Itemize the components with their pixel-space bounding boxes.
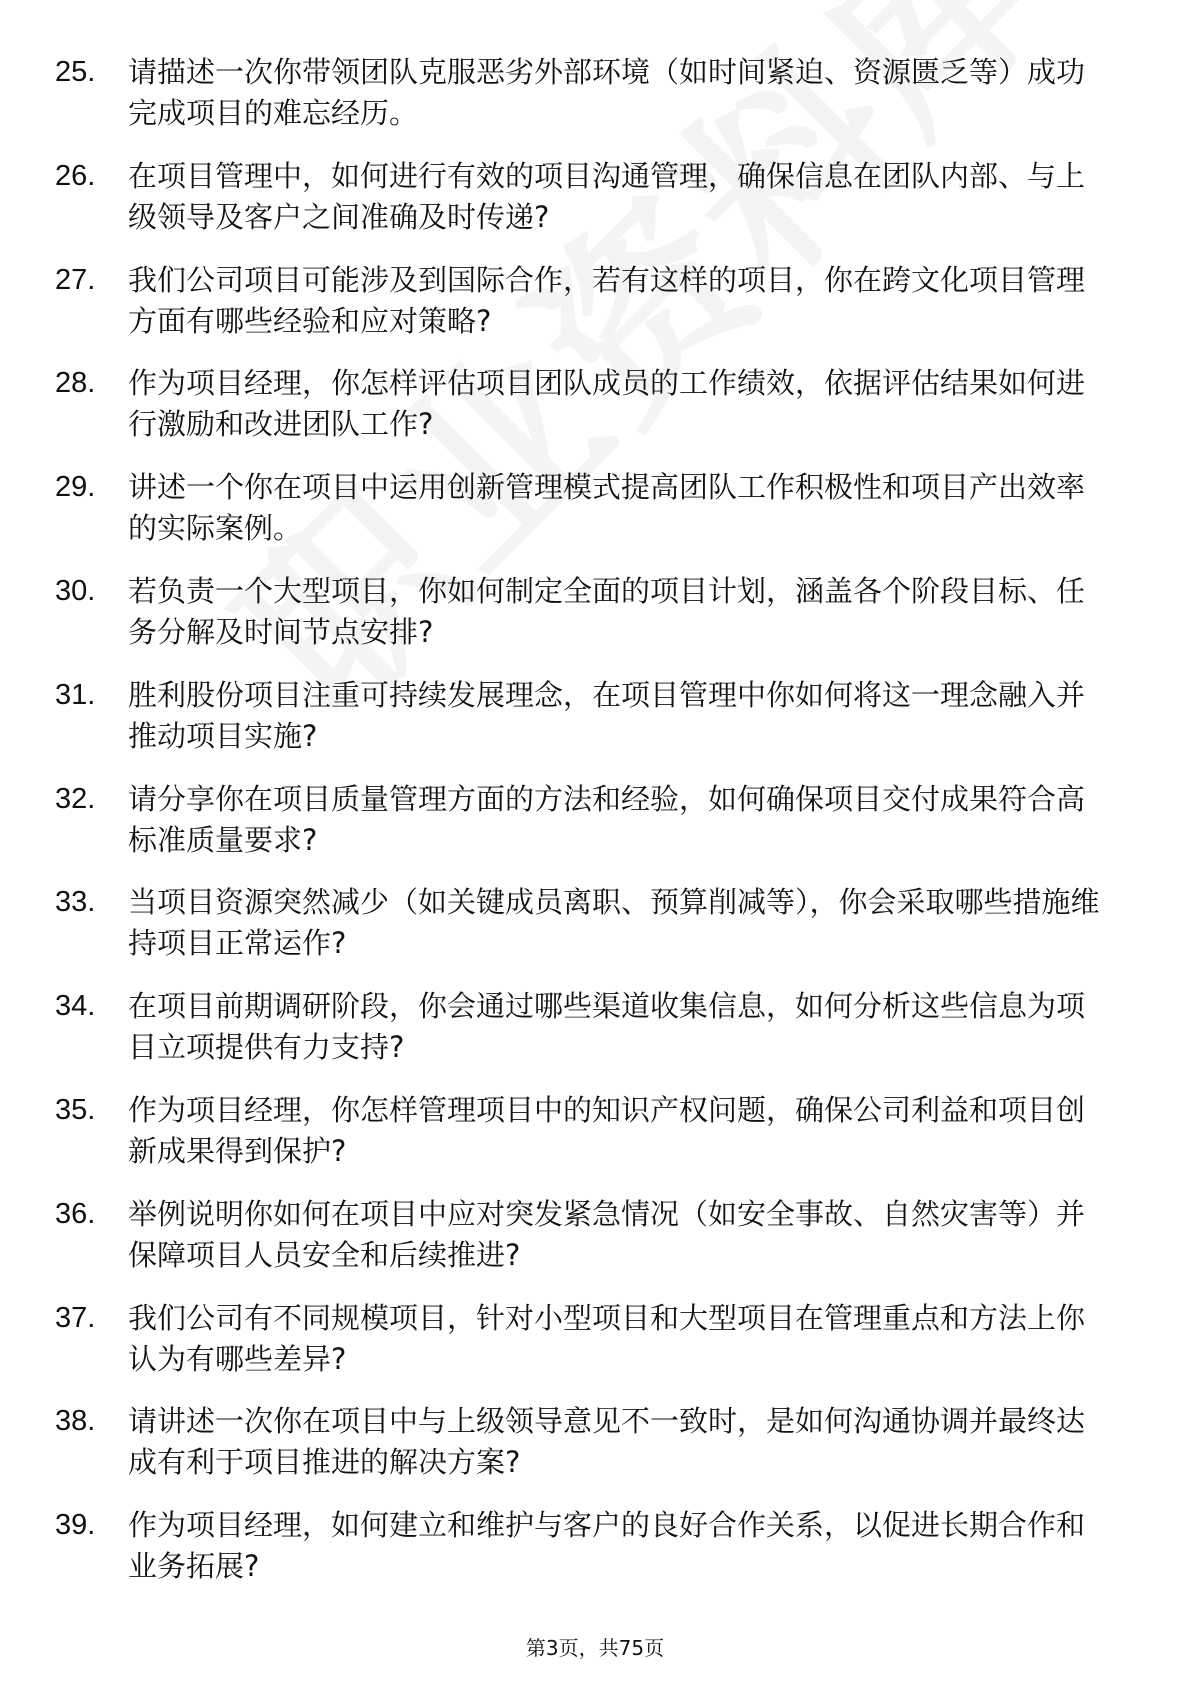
- question-number: 36.: [55, 1197, 96, 1230]
- question-number: 34.: [55, 990, 96, 1023]
- question-item: [55, 260, 1105, 342]
- question-number: 26.: [55, 159, 96, 192]
- question-item: [55, 779, 1105, 861]
- question-text: 讲述一个你在项目中运用创新管理模式提高团队工作积极性和项目产出效率的实际案例。: [128, 470, 1086, 546]
- question-item: [55, 363, 1105, 445]
- question-text: 胜利股份项目注重可持续发展理念，在项目管理中你如何将这一理念融入并推动项目实施?: [128, 677, 1086, 753]
- question-item: [55, 1298, 1105, 1380]
- question-text: 请描述一次你带领团队克服恶劣外部环境（如时间紧迫、资源匮乏等）成功完成项目的难忘经历。: [128, 55, 1086, 130]
- question-number: 35.: [55, 1093, 96, 1126]
- question-text: 作为项目经理，如何建立和维护与客户的良好合作关系，以促进长期合作和业务拓展?: [128, 1508, 1086, 1584]
- question-item: [55, 882, 1105, 964]
- question-item: [55, 467, 1105, 549]
- question-number: 30.: [55, 574, 96, 607]
- question-number: 38.: [55, 1405, 96, 1438]
- question-text: 作为项目经理，你怎样管理项目中的知识产权问题，确保公司利益和项目创新成果得到保护?: [128, 1092, 1086, 1168]
- question-text: 在项目管理中，如何进行有效的项目沟通管理，确保信息在团队内部、与上级领导及客户之间准确及时传递?: [128, 158, 1086, 234]
- question-number: 27.: [55, 263, 96, 296]
- question-number: 39.: [55, 1509, 96, 1542]
- question-number: 37.: [55, 1301, 96, 1334]
- question-item: [55, 571, 1105, 653]
- question-number: 28.: [55, 367, 96, 400]
- question-text: 请分享你在项目质量管理方面的方法和经验，如何确保项目交付成果符合高标准质量要求?: [128, 781, 1086, 857]
- question-item: [55, 1090, 1105, 1172]
- question-item: [55, 1401, 1105, 1483]
- question-item: [55, 986, 1105, 1068]
- question-item: [55, 1194, 1105, 1276]
- page-footer: 第3页，共75页: [525, 1636, 665, 1660]
- question-item: [55, 156, 1105, 238]
- question-item: [55, 52, 1105, 134]
- question-text: 在项目前期调研阶段，你会通过哪些渠道收集信息，如何分析这些信息为项目立项提供有力支持?: [128, 989, 1086, 1065]
- question-text: 我们公司有不同规模项目，针对小型项目和大型项目在管理重点和方法上你认为有哪些差异?: [128, 1300, 1086, 1376]
- question-text: 举例说明你如何在项目中应对突发紧急情况（如安全事故、自然灾害等）并保障项目人员安全和后续推进?: [128, 1196, 1086, 1272]
- question-item: [55, 1505, 1105, 1587]
- question-item: [55, 675, 1105, 757]
- question-number: 25.: [55, 56, 96, 88]
- question-list: [55, 52, 1105, 1609]
- question-text: 若负责一个大型项目，你如何制定全面的项目计划，涵盖各个阶段目标、任务分解及时间节点安排?: [128, 573, 1086, 649]
- question-text: 请讲述一次你在项目中与上级领导意见不一致时，是如何沟通协调并最终达成有利于项目推进的解决方案?: [128, 1404, 1086, 1480]
- question-text: 当项目资源突然减少（如关键成员离职、预算削减等），你会采取哪些措施维持项目正常运作?: [128, 885, 1100, 961]
- question-number: 33.: [55, 886, 96, 919]
- question-number: 29.: [55, 471, 96, 504]
- question-text: 作为项目经理，你怎样评估项目团队成员的工作绩效，依据评估结果如何进行激励和改进团队工作?: [128, 366, 1086, 442]
- question-number: 31.: [55, 678, 96, 711]
- question-text: 我们公司项目可能涉及到国际合作，若有这样的项目，你在跨文化项目管理方面有哪些经验和应对策略?: [128, 262, 1086, 338]
- question-number: 32.: [55, 782, 96, 815]
